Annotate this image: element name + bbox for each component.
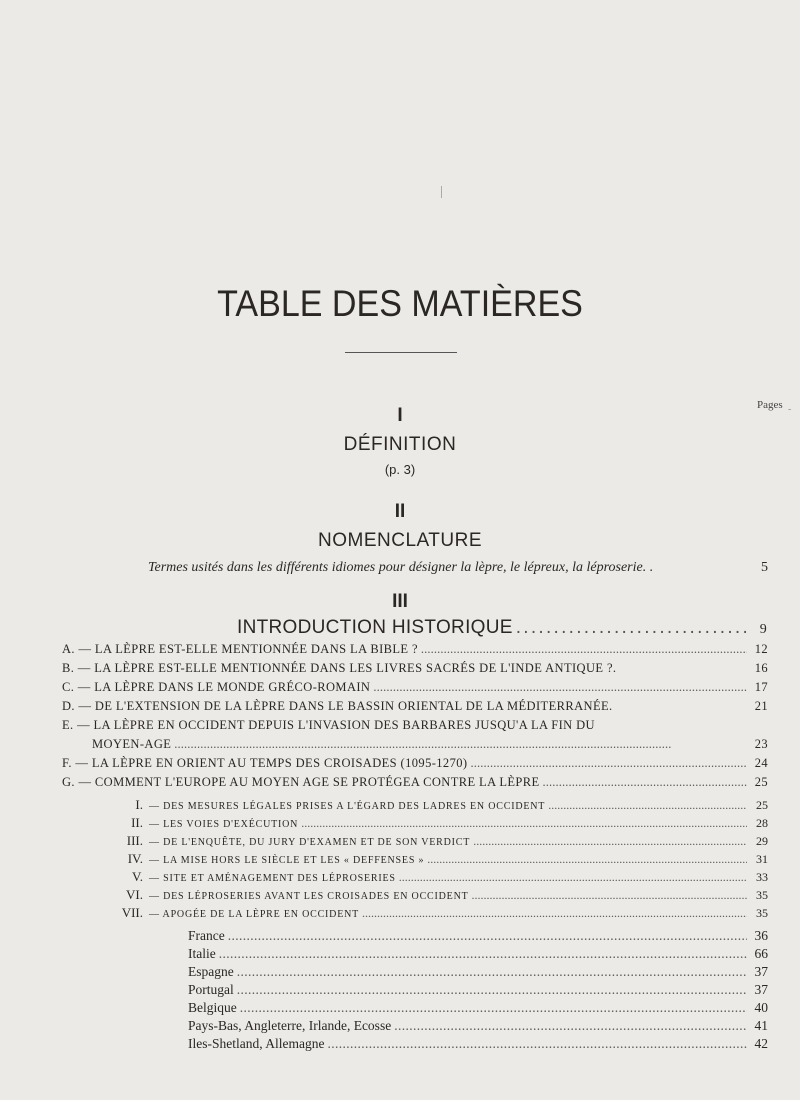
subentry-number: III. bbox=[126, 833, 143, 848]
toc-entry-page: 25 bbox=[754, 775, 768, 789]
toc-entry-page: 31 bbox=[756, 852, 768, 866]
leader-dots bbox=[427, 852, 747, 867]
toc-entry-label: E. — LA LÈPRE EN OCCIDENT DEPUIS L'INVASION DES BARBARES JUSQU'A LA FIN DU bbox=[62, 718, 595, 732]
toc-entry-label: B. — LA LÈPRE EST-ELLE MENTIONNÉE DANS LES LIVRES SACRÉS DE L'INDE ANTIQUE ?. bbox=[62, 661, 617, 675]
toc-subentry-3[interactable] bbox=[113, 833, 768, 849]
toc-entry-page: 42 bbox=[754, 1036, 768, 1051]
toc-subentry-7[interactable] bbox=[113, 905, 768, 921]
toc-subentry-4[interactable] bbox=[113, 851, 768, 867]
subentry-number: IV. bbox=[127, 851, 143, 866]
toc-country-belgique[interactable] bbox=[188, 1000, 768, 1016]
leader-dots bbox=[421, 642, 747, 657]
toc-entry-chapter-e-continued[interactable] bbox=[92, 737, 768, 752]
subentry-number: I. bbox=[135, 797, 143, 812]
toc-entry-page: 40 bbox=[754, 1000, 768, 1015]
leader-dots bbox=[219, 946, 747, 962]
toc-entry-chapter-e[interactable] bbox=[62, 718, 768, 733]
country-label: Italie bbox=[188, 946, 216, 961]
leader-dots bbox=[237, 982, 747, 998]
toc-country-portugal[interactable] bbox=[188, 982, 768, 998]
toc-subentry-1[interactable] bbox=[113, 797, 768, 813]
subentry-label: — LA MISE HORS LE SIÈCLE ET LES « DEFFENSES » bbox=[149, 855, 425, 866]
subentry-number: VI. bbox=[126, 887, 143, 902]
toc-country-pays-bas[interactable] bbox=[188, 1018, 768, 1034]
toc-entry-page: 16 bbox=[754, 661, 768, 675]
country-label: Espagne bbox=[188, 964, 234, 979]
leader-dots bbox=[362, 906, 747, 921]
toc-entry-page: 24 bbox=[754, 756, 768, 770]
toc-entry-chapter-g[interactable] bbox=[62, 775, 768, 790]
toc-entry-introduction[interactable] bbox=[237, 617, 767, 639]
toc-entry-label: Termes usités dans les différents idiomes pour désigner la lèpre, le lépreux, la léproserie. . bbox=[148, 560, 654, 575]
edge-mark: - bbox=[788, 404, 792, 415]
toc-entry-page: 37 bbox=[754, 982, 768, 997]
toc-entry-page: 36 bbox=[754, 928, 768, 943]
toc-entry-page: 35 bbox=[756, 888, 768, 902]
country-label: Pays-Bas, Angleterre, Irlande, Ecosse bbox=[188, 1018, 392, 1033]
toc-entry-label: D. — DE L'EXTENSION DE LA LÈPRE DANS LE BASSIN ORIENTAL DE LA MÉDITERRANÉE. bbox=[62, 699, 613, 713]
toc-entry-page: 21 bbox=[754, 699, 768, 713]
subentry-label: — DES LÉPROSERIES AVANT LES CROISADES EN OCCIDENT bbox=[149, 891, 469, 902]
toc-entry-label: C. — LA LÈPRE DANS LE MONDE GRÉCO-ROMAIN bbox=[62, 680, 371, 694]
toc-entry-label: F. — LA LÈPRE EN ORIENT AU TEMPS DES CROISADES (1095-1270) bbox=[62, 756, 468, 770]
toc-entry-label-continued: MOYEN-AGE bbox=[92, 737, 172, 751]
leader-dots bbox=[473, 834, 747, 849]
leader-dots bbox=[470, 756, 747, 771]
leader-dots bbox=[394, 1018, 747, 1034]
title-rule bbox=[345, 352, 457, 353]
country-label: Portugal bbox=[188, 982, 234, 997]
country-label: France bbox=[188, 928, 225, 943]
toc-entry-chapter-f[interactable] bbox=[62, 756, 768, 771]
toc-entry-page: 12 bbox=[754, 642, 768, 656]
leader-dots bbox=[516, 617, 746, 639]
leader-dots bbox=[327, 1036, 747, 1052]
toc-entry-page: 25 bbox=[756, 798, 768, 812]
subentry-label: — SITE ET AMÉNAGEMENT DES LÉPROSERIES bbox=[149, 873, 396, 884]
subentry-label: — APOGÉE DE LA LÈPRE EN OCCIDENT bbox=[149, 909, 360, 920]
toc-entry-chapter-c[interactable] bbox=[62, 680, 768, 695]
subentry-label: — DE L'ENQUÊTE, DU JURY D'EXAMEN ET DE SON VERDICT bbox=[149, 837, 471, 848]
leader-dots bbox=[548, 798, 747, 813]
subentry-number: VII. bbox=[121, 905, 143, 920]
country-label: Iles-Shetland, Allemagne bbox=[188, 1036, 325, 1051]
leader-dots bbox=[228, 928, 747, 944]
section-1-title: DÉFINITION bbox=[343, 434, 457, 455]
toc-entry-chapter-a[interactable] bbox=[62, 642, 768, 657]
toc-entry-page: 41 bbox=[754, 1018, 768, 1033]
section-2-number: II bbox=[394, 501, 406, 522]
toc-entry-page: 23 bbox=[754, 737, 768, 751]
section-3-title: INTRODUCTION HISTORIQUE bbox=[237, 617, 513, 638]
leader-dots bbox=[240, 1000, 747, 1016]
toc-country-espagne[interactable] bbox=[188, 964, 768, 980]
toc-country-italie[interactable] bbox=[188, 946, 768, 962]
leader-dots bbox=[237, 964, 747, 980]
binding-mark bbox=[441, 186, 445, 198]
toc-subentry-6[interactable] bbox=[113, 887, 768, 903]
toc-entry-page: 17 bbox=[754, 680, 768, 694]
toc-entry-terms[interactable] bbox=[148, 560, 768, 576]
country-label: Belgique bbox=[188, 1000, 237, 1015]
leader-dots bbox=[301, 816, 747, 831]
section-1-number: I bbox=[397, 405, 403, 426]
toc-entry-page: 5 bbox=[761, 560, 768, 575]
subentry-number: V. bbox=[132, 869, 143, 884]
section-2-title: NOMENCLATURE bbox=[318, 530, 482, 551]
subentry-label: — DES MESURES LÉGALES PRISES A L'ÉGARD DES LADRES EN OCCIDENT bbox=[149, 801, 546, 812]
toc-entry-label: A. — LA LÈPRE EST-ELLE MENTIONNÉE DANS LA BIBLE ? bbox=[62, 642, 418, 656]
toc-entry-chapter-b[interactable] bbox=[62, 661, 768, 676]
toc-entry-page: 37 bbox=[754, 964, 768, 979]
leader-dots bbox=[543, 775, 747, 790]
leader-dots bbox=[174, 737, 747, 752]
pages-header: Pages bbox=[757, 399, 783, 411]
leader-dots bbox=[373, 680, 747, 695]
toc-entry-page: 29 bbox=[756, 834, 768, 848]
subentry-number: II. bbox=[131, 815, 143, 830]
section-1-subtitle: (p. 3) bbox=[384, 462, 416, 477]
toc-country-iles-shetland[interactable] bbox=[188, 1036, 768, 1052]
toc-subentry-2[interactable] bbox=[113, 815, 768, 831]
toc-country-france[interactable] bbox=[188, 928, 768, 944]
leader-dots bbox=[472, 888, 747, 903]
toc-entry-page: 35 bbox=[756, 906, 768, 920]
toc-entry-label: G. — COMMENT L'EUROPE AU MOYEN AGE SE PROTÉGEA CONTRE LA LÈPRE bbox=[62, 775, 540, 789]
leader-dots bbox=[399, 870, 747, 885]
toc-entry-page: 9 bbox=[759, 622, 767, 637]
toc-entry-page: 33 bbox=[756, 870, 768, 884]
page-title: TABLE DES MATIÈRES bbox=[217, 283, 583, 324]
section-3-number: III bbox=[392, 591, 408, 612]
toc-subentry-5[interactable] bbox=[113, 869, 768, 885]
subentry-label: — LES VOIES D'EXÉCUTION bbox=[149, 819, 299, 830]
toc-entry-page: 66 bbox=[754, 946, 768, 961]
toc-entry-chapter-d[interactable] bbox=[62, 699, 768, 714]
toc-entry-page: 28 bbox=[756, 816, 768, 830]
